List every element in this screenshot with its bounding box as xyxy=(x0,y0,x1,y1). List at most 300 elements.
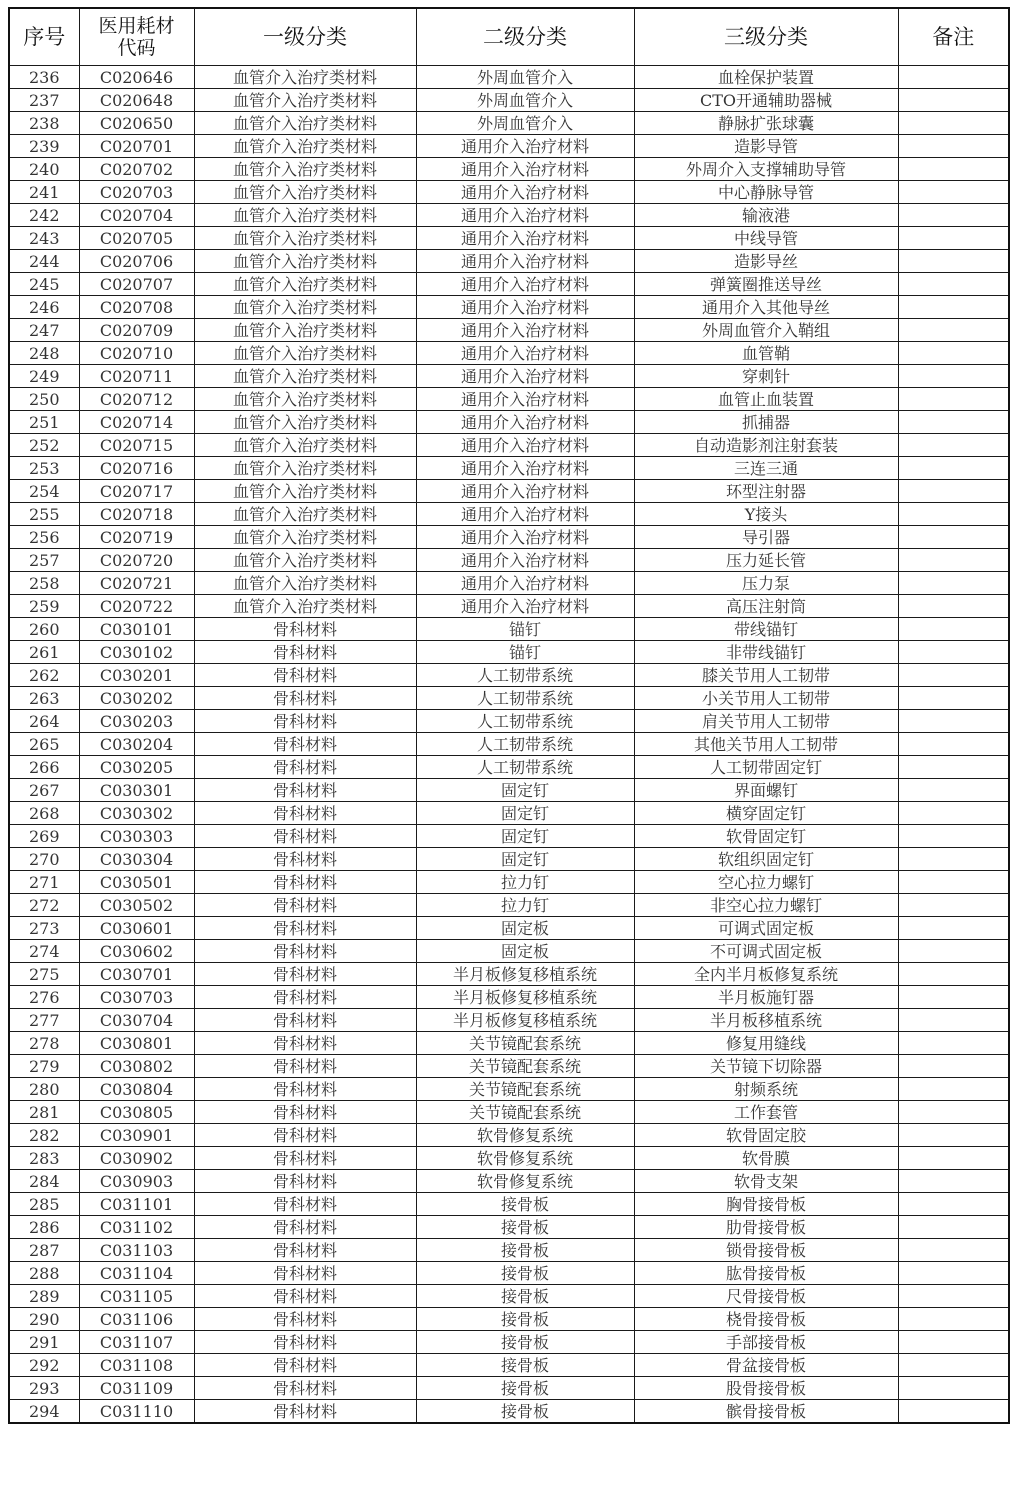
cell-note xyxy=(898,549,1009,572)
cell-note xyxy=(898,940,1009,963)
table-row xyxy=(9,1055,1009,1078)
cell-code: C020646 xyxy=(79,66,194,89)
cell-note xyxy=(898,112,1009,135)
cell-level3: 可调式固定板 xyxy=(634,917,898,940)
cell-no: 246 xyxy=(9,296,79,319)
cell-level3: 射频系统 xyxy=(634,1078,898,1101)
table-row xyxy=(9,733,1009,756)
cell-no: 293 xyxy=(9,1377,79,1400)
cell-note xyxy=(898,1239,1009,1262)
cell-level3: 造影导丝 xyxy=(634,250,898,273)
cell-note xyxy=(898,1331,1009,1354)
cell-level2: 接骨板 xyxy=(416,1285,634,1308)
cell-level1: 骨科材料 xyxy=(194,825,416,848)
cell-level2: 通用介入治疗材料 xyxy=(416,319,634,342)
cell-note xyxy=(898,1308,1009,1331)
cell-level2: 通用介入治疗材料 xyxy=(416,204,634,227)
cell-code: C030302 xyxy=(79,802,194,825)
cell-level3: 压力泵 xyxy=(634,572,898,595)
cell-code: C020711 xyxy=(79,365,194,388)
cell-level2: 接骨板 xyxy=(416,1377,634,1400)
cell-level3: 外周血管介入鞘组 xyxy=(634,319,898,342)
cell-note xyxy=(898,1354,1009,1377)
table-row xyxy=(9,112,1009,135)
header-level3: 三级分类 xyxy=(634,8,898,66)
cell-level2: 通用介入治疗材料 xyxy=(416,480,634,503)
cell-level2: 固定板 xyxy=(416,917,634,940)
header-note: 备注 xyxy=(898,8,1009,66)
cell-code: C030804 xyxy=(79,1078,194,1101)
cell-no: 282 xyxy=(9,1124,79,1147)
table-row xyxy=(9,158,1009,181)
table-row xyxy=(9,1032,1009,1055)
cell-no: 273 xyxy=(9,917,79,940)
cell-level1: 骨科材料 xyxy=(194,1055,416,1078)
cell-no: 252 xyxy=(9,434,79,457)
cell-no: 288 xyxy=(9,1262,79,1285)
cell-level1: 血管介入治疗类材料 xyxy=(194,388,416,411)
cell-level2: 通用介入治疗材料 xyxy=(416,503,634,526)
cell-level3: 人工韧带固定钉 xyxy=(634,756,898,779)
cell-no: 261 xyxy=(9,641,79,664)
cell-level2: 通用介入治疗材料 xyxy=(416,342,634,365)
cell-no: 257 xyxy=(9,549,79,572)
cell-code: C030101 xyxy=(79,618,194,641)
cell-code: C030805 xyxy=(79,1101,194,1124)
cell-level3: 软骨固定胶 xyxy=(634,1124,898,1147)
cell-code: C020709 xyxy=(79,319,194,342)
cell-level3: 软骨膜 xyxy=(634,1147,898,1170)
header-code xyxy=(79,8,194,66)
medical-consumables-table xyxy=(8,7,1010,1424)
cell-note xyxy=(898,618,1009,641)
cell-no: 239 xyxy=(9,135,79,158)
cell-level1: 骨科材料 xyxy=(194,894,416,917)
cell-note xyxy=(898,342,1009,365)
cell-no: 254 xyxy=(9,480,79,503)
table-row xyxy=(9,825,1009,848)
cell-no: 240 xyxy=(9,158,79,181)
cell-no: 281 xyxy=(9,1101,79,1124)
cell-no: 285 xyxy=(9,1193,79,1216)
cell-level3: 空心拉力螺钉 xyxy=(634,871,898,894)
cell-no: 251 xyxy=(9,411,79,434)
cell-level3: 环型注射器 xyxy=(634,480,898,503)
cell-level3: 三连三通 xyxy=(634,457,898,480)
cell-level2: 接骨板 xyxy=(416,1193,634,1216)
cell-note xyxy=(898,273,1009,296)
table-row xyxy=(9,664,1009,687)
cell-level1: 血管介入治疗类材料 xyxy=(194,89,416,112)
cell-no: 294 xyxy=(9,1400,79,1424)
cell-level1: 血管介入治疗类材料 xyxy=(194,112,416,135)
cell-level3: CTO开通辅助器械 xyxy=(634,89,898,112)
table-row xyxy=(9,1216,1009,1239)
cell-level3: 骨盆接骨板 xyxy=(634,1354,898,1377)
cell-code: C020714 xyxy=(79,411,194,434)
cell-level1: 血管介入治疗类材料 xyxy=(194,526,416,549)
table-row xyxy=(9,1400,1009,1424)
cell-level2: 通用介入治疗材料 xyxy=(416,434,634,457)
cell-code: C020704 xyxy=(79,204,194,227)
cell-level2: 通用介入治疗材料 xyxy=(416,273,634,296)
cell-note xyxy=(898,894,1009,917)
cell-level2: 通用介入治疗材料 xyxy=(416,250,634,273)
cell-level3: 静脉扩张球囊 xyxy=(634,112,898,135)
cell-level1: 骨科材料 xyxy=(194,1193,416,1216)
cell-level1: 骨科材料 xyxy=(194,1101,416,1124)
cell-code: C020648 xyxy=(79,89,194,112)
cell-level2: 人工韧带系统 xyxy=(416,710,634,733)
cell-level1: 血管介入治疗类材料 xyxy=(194,296,416,319)
cell-level1: 骨科材料 xyxy=(194,756,416,779)
cell-code: C030303 xyxy=(79,825,194,848)
cell-note xyxy=(898,1193,1009,1216)
cell-no: 271 xyxy=(9,871,79,894)
cell-level3: 半月板移植系统 xyxy=(634,1009,898,1032)
cell-level3: 弹簧圈推送导丝 xyxy=(634,273,898,296)
cell-level3: 不可调式固定板 xyxy=(634,940,898,963)
cell-level3: 穿刺针 xyxy=(634,365,898,388)
table-row xyxy=(9,871,1009,894)
cell-no: 264 xyxy=(9,710,79,733)
cell-code: C030501 xyxy=(79,871,194,894)
table-row xyxy=(9,1078,1009,1101)
cell-level3: 肱骨接骨板 xyxy=(634,1262,898,1285)
header-row xyxy=(9,8,1009,66)
cell-code: C030802 xyxy=(79,1055,194,1078)
cell-level1: 血管介入治疗类材料 xyxy=(194,365,416,388)
cell-level2: 通用介入治疗材料 xyxy=(416,365,634,388)
cell-level1: 骨科材料 xyxy=(194,1124,416,1147)
cell-no: 263 xyxy=(9,687,79,710)
cell-level3: 半月板施钉器 xyxy=(634,986,898,1009)
cell-level3: 关节镜下切除器 xyxy=(634,1055,898,1078)
cell-level3: 膝关节用人工韧带 xyxy=(634,664,898,687)
cell-level1: 骨科材料 xyxy=(194,733,416,756)
cell-note xyxy=(898,595,1009,618)
cell-level3: 全内半月板修复系统 xyxy=(634,963,898,986)
cell-note xyxy=(898,434,1009,457)
cell-level1: 骨科材料 xyxy=(194,618,416,641)
table-row xyxy=(9,1354,1009,1377)
cell-level3: 软骨固定钉 xyxy=(634,825,898,848)
cell-note xyxy=(898,457,1009,480)
cell-no: 272 xyxy=(9,894,79,917)
cell-level1: 血管介入治疗类材料 xyxy=(194,549,416,572)
cell-note xyxy=(898,250,1009,273)
cell-level3: 肋骨接骨板 xyxy=(634,1216,898,1239)
cell-level1: 骨科材料 xyxy=(194,848,416,871)
cell-level2: 通用介入治疗材料 xyxy=(416,549,634,572)
cell-level1: 骨科材料 xyxy=(194,1262,416,1285)
cell-level2: 关节镜配套系统 xyxy=(416,1101,634,1124)
table-row xyxy=(9,618,1009,641)
cell-level2: 关节镜配套系统 xyxy=(416,1055,634,1078)
cell-level1: 骨科材料 xyxy=(194,1331,416,1354)
header-level1: 一级分类 xyxy=(194,8,416,66)
cell-level3: 界面螺钉 xyxy=(634,779,898,802)
cell-level1: 血管介入治疗类材料 xyxy=(194,250,416,273)
cell-level3: 造影导管 xyxy=(634,135,898,158)
cell-note xyxy=(898,503,1009,526)
cell-no: 268 xyxy=(9,802,79,825)
cell-note xyxy=(898,319,1009,342)
cell-level2: 固定钉 xyxy=(416,848,634,871)
table-row xyxy=(9,802,1009,825)
cell-level1: 血管介入治疗类材料 xyxy=(194,227,416,250)
cell-note xyxy=(898,917,1009,940)
cell-level2: 半月板修复移植系统 xyxy=(416,1009,634,1032)
cell-level3: 手部接骨板 xyxy=(634,1331,898,1354)
table-row xyxy=(9,388,1009,411)
table-row xyxy=(9,1147,1009,1170)
table-row xyxy=(9,986,1009,1009)
table-row xyxy=(9,572,1009,595)
cell-no: 237 xyxy=(9,89,79,112)
cell-level2: 通用介入治疗材料 xyxy=(416,457,634,480)
cell-level3: 抓捕器 xyxy=(634,411,898,434)
cell-code: C020719 xyxy=(79,526,194,549)
cell-level1: 骨科材料 xyxy=(194,917,416,940)
cell-no: 236 xyxy=(9,66,79,89)
cell-no: 269 xyxy=(9,825,79,848)
table-header xyxy=(9,8,1009,66)
table-row xyxy=(9,1009,1009,1032)
cell-note xyxy=(898,1262,1009,1285)
cell-note xyxy=(898,1009,1009,1032)
table-row xyxy=(9,342,1009,365)
table-row xyxy=(9,687,1009,710)
cell-level2: 软骨修复系统 xyxy=(416,1147,634,1170)
cell-level2: 通用介入治疗材料 xyxy=(416,572,634,595)
cell-level3: 其他关节用人工韧带 xyxy=(634,733,898,756)
cell-level1: 血管介入治疗类材料 xyxy=(194,434,416,457)
cell-level3: 软组织固定钉 xyxy=(634,848,898,871)
cell-code: C020703 xyxy=(79,181,194,204)
cell-level1: 骨科材料 xyxy=(194,1377,416,1400)
cell-code: C031104 xyxy=(79,1262,194,1285)
table-row xyxy=(9,779,1009,802)
cell-level1: 骨科材料 xyxy=(194,1354,416,1377)
cell-code: C031102 xyxy=(79,1216,194,1239)
cell-note xyxy=(898,963,1009,986)
cell-note xyxy=(898,825,1009,848)
cell-note xyxy=(898,1032,1009,1055)
cell-no: 242 xyxy=(9,204,79,227)
table-row xyxy=(9,457,1009,480)
cell-level3: 桡骨接骨板 xyxy=(634,1308,898,1331)
cell-level3: 软骨支架 xyxy=(634,1170,898,1193)
header-code-line2: 代码 xyxy=(117,37,156,59)
cell-note xyxy=(898,664,1009,687)
cell-note xyxy=(898,480,1009,503)
cell-level3: 股骨接骨板 xyxy=(634,1377,898,1400)
cell-note xyxy=(898,135,1009,158)
cell-no: 253 xyxy=(9,457,79,480)
cell-level1: 骨科材料 xyxy=(194,1308,416,1331)
cell-level3: 带线锚钉 xyxy=(634,618,898,641)
cell-note xyxy=(898,1055,1009,1078)
table-row xyxy=(9,227,1009,250)
cell-code: C031110 xyxy=(79,1400,194,1424)
cell-note xyxy=(898,1216,1009,1239)
cell-no: 249 xyxy=(9,365,79,388)
cell-level2: 通用介入治疗材料 xyxy=(416,411,634,434)
cell-no: 280 xyxy=(9,1078,79,1101)
cell-level1: 骨科材料 xyxy=(194,963,416,986)
cell-code: C020722 xyxy=(79,595,194,618)
cell-code: C031101 xyxy=(79,1193,194,1216)
cell-level2: 外周血管介入 xyxy=(416,89,634,112)
cell-level3: 非空心拉力螺钉 xyxy=(634,894,898,917)
table-row xyxy=(9,365,1009,388)
cell-code: C020650 xyxy=(79,112,194,135)
table-row xyxy=(9,641,1009,664)
cell-no: 244 xyxy=(9,250,79,273)
cell-level1: 骨科材料 xyxy=(194,664,416,687)
cell-level3: 髌骨接骨板 xyxy=(634,1400,898,1424)
cell-level3: 自动造影剂注射套装 xyxy=(634,434,898,457)
cell-no: 241 xyxy=(9,181,79,204)
cell-no: 292 xyxy=(9,1354,79,1377)
cell-note xyxy=(898,687,1009,710)
cell-note xyxy=(898,779,1009,802)
cell-note xyxy=(898,1377,1009,1400)
cell-code: C030304 xyxy=(79,848,194,871)
cell-level1: 血管介入治疗类材料 xyxy=(194,319,416,342)
cell-level1: 血管介入治疗类材料 xyxy=(194,457,416,480)
cell-level2: 软骨修复系统 xyxy=(416,1170,634,1193)
cell-level3: 压力延长管 xyxy=(634,549,898,572)
cell-no: 255 xyxy=(9,503,79,526)
table-row xyxy=(9,411,1009,434)
cell-level3: 肩关节用人工韧带 xyxy=(634,710,898,733)
cell-level2: 关节镜配套系统 xyxy=(416,1078,634,1101)
table-row xyxy=(9,1308,1009,1331)
cell-code: C031103 xyxy=(79,1239,194,1262)
cell-level1: 骨科材料 xyxy=(194,1400,416,1424)
cell-level1: 血管介入治疗类材料 xyxy=(194,273,416,296)
table-row xyxy=(9,250,1009,273)
cell-level2: 半月板修复移植系统 xyxy=(416,986,634,1009)
cell-code: C020705 xyxy=(79,227,194,250)
cell-note xyxy=(898,526,1009,549)
cell-no: 250 xyxy=(9,388,79,411)
cell-level2: 外周血管介入 xyxy=(416,112,634,135)
cell-no: 266 xyxy=(9,756,79,779)
cell-note xyxy=(898,1147,1009,1170)
header-code-line1: 医用耗材 xyxy=(98,15,175,37)
cell-code: C031108 xyxy=(79,1354,194,1377)
cell-no: 289 xyxy=(9,1285,79,1308)
cell-level3: 输液港 xyxy=(634,204,898,227)
table-row xyxy=(9,1124,1009,1147)
table-row xyxy=(9,1101,1009,1124)
cell-note xyxy=(898,66,1009,89)
cell-level1: 血管介入治疗类材料 xyxy=(194,158,416,181)
table-row xyxy=(9,66,1009,89)
cell-code: C020710 xyxy=(79,342,194,365)
cell-level2: 接骨板 xyxy=(416,1262,634,1285)
cell-no: 283 xyxy=(9,1147,79,1170)
cell-level2: 锚钉 xyxy=(416,618,634,641)
cell-code: C030205 xyxy=(79,756,194,779)
cell-no: 245 xyxy=(9,273,79,296)
cell-level2: 固定钉 xyxy=(416,802,634,825)
table-row xyxy=(9,1377,1009,1400)
cell-code: C030601 xyxy=(79,917,194,940)
cell-level2: 接骨板 xyxy=(416,1400,634,1424)
cell-level1: 血管介入治疗类材料 xyxy=(194,181,416,204)
cell-level2: 软骨修复系统 xyxy=(416,1124,634,1147)
cell-no: 276 xyxy=(9,986,79,1009)
cell-code: C030301 xyxy=(79,779,194,802)
cell-level2: 通用介入治疗材料 xyxy=(416,227,634,250)
cell-note xyxy=(898,89,1009,112)
cell-level1: 骨科材料 xyxy=(194,1239,416,1262)
cell-level3: 血管止血装置 xyxy=(634,388,898,411)
cell-level3: 外周介入支撑辅助导管 xyxy=(634,158,898,181)
cell-level2: 关节镜配套系统 xyxy=(416,1032,634,1055)
cell-code: C020707 xyxy=(79,273,194,296)
cell-no: 291 xyxy=(9,1331,79,1354)
cell-note xyxy=(898,1101,1009,1124)
cell-note xyxy=(898,181,1009,204)
cell-note xyxy=(898,1285,1009,1308)
cell-level2: 通用介入治疗材料 xyxy=(416,388,634,411)
cell-note xyxy=(898,158,1009,181)
table-row xyxy=(9,503,1009,526)
cell-no: 275 xyxy=(9,963,79,986)
cell-no: 260 xyxy=(9,618,79,641)
cell-level3: Y接头 xyxy=(634,503,898,526)
cell-level3: 横穿固定钉 xyxy=(634,802,898,825)
cell-no: 270 xyxy=(9,848,79,871)
cell-no: 238 xyxy=(9,112,79,135)
cell-note xyxy=(898,296,1009,319)
header-level2: 二级分类 xyxy=(416,8,634,66)
cell-note xyxy=(898,1400,1009,1424)
cell-no: 290 xyxy=(9,1308,79,1331)
cell-level1: 骨科材料 xyxy=(194,1147,416,1170)
cell-no: 258 xyxy=(9,572,79,595)
cell-note xyxy=(898,411,1009,434)
cell-code: C020721 xyxy=(79,572,194,595)
cell-level1: 骨科材料 xyxy=(194,1216,416,1239)
cell-no: 259 xyxy=(9,595,79,618)
cell-note xyxy=(898,1124,1009,1147)
cell-level1: 血管介入治疗类材料 xyxy=(194,342,416,365)
cell-no: 286 xyxy=(9,1216,79,1239)
cell-note xyxy=(898,1170,1009,1193)
cell-no: 277 xyxy=(9,1009,79,1032)
cell-note xyxy=(898,572,1009,595)
cell-code: C020706 xyxy=(79,250,194,273)
cell-note xyxy=(898,733,1009,756)
cell-code: C020720 xyxy=(79,549,194,572)
cell-no: 287 xyxy=(9,1239,79,1262)
cell-note xyxy=(898,802,1009,825)
table-row xyxy=(9,1331,1009,1354)
cell-level1: 骨科材料 xyxy=(194,871,416,894)
table-row xyxy=(9,319,1009,342)
table-row xyxy=(9,1193,1009,1216)
cell-code: C030502 xyxy=(79,894,194,917)
cell-note xyxy=(898,756,1009,779)
cell-level2: 接骨板 xyxy=(416,1239,634,1262)
cell-level2: 固定钉 xyxy=(416,779,634,802)
